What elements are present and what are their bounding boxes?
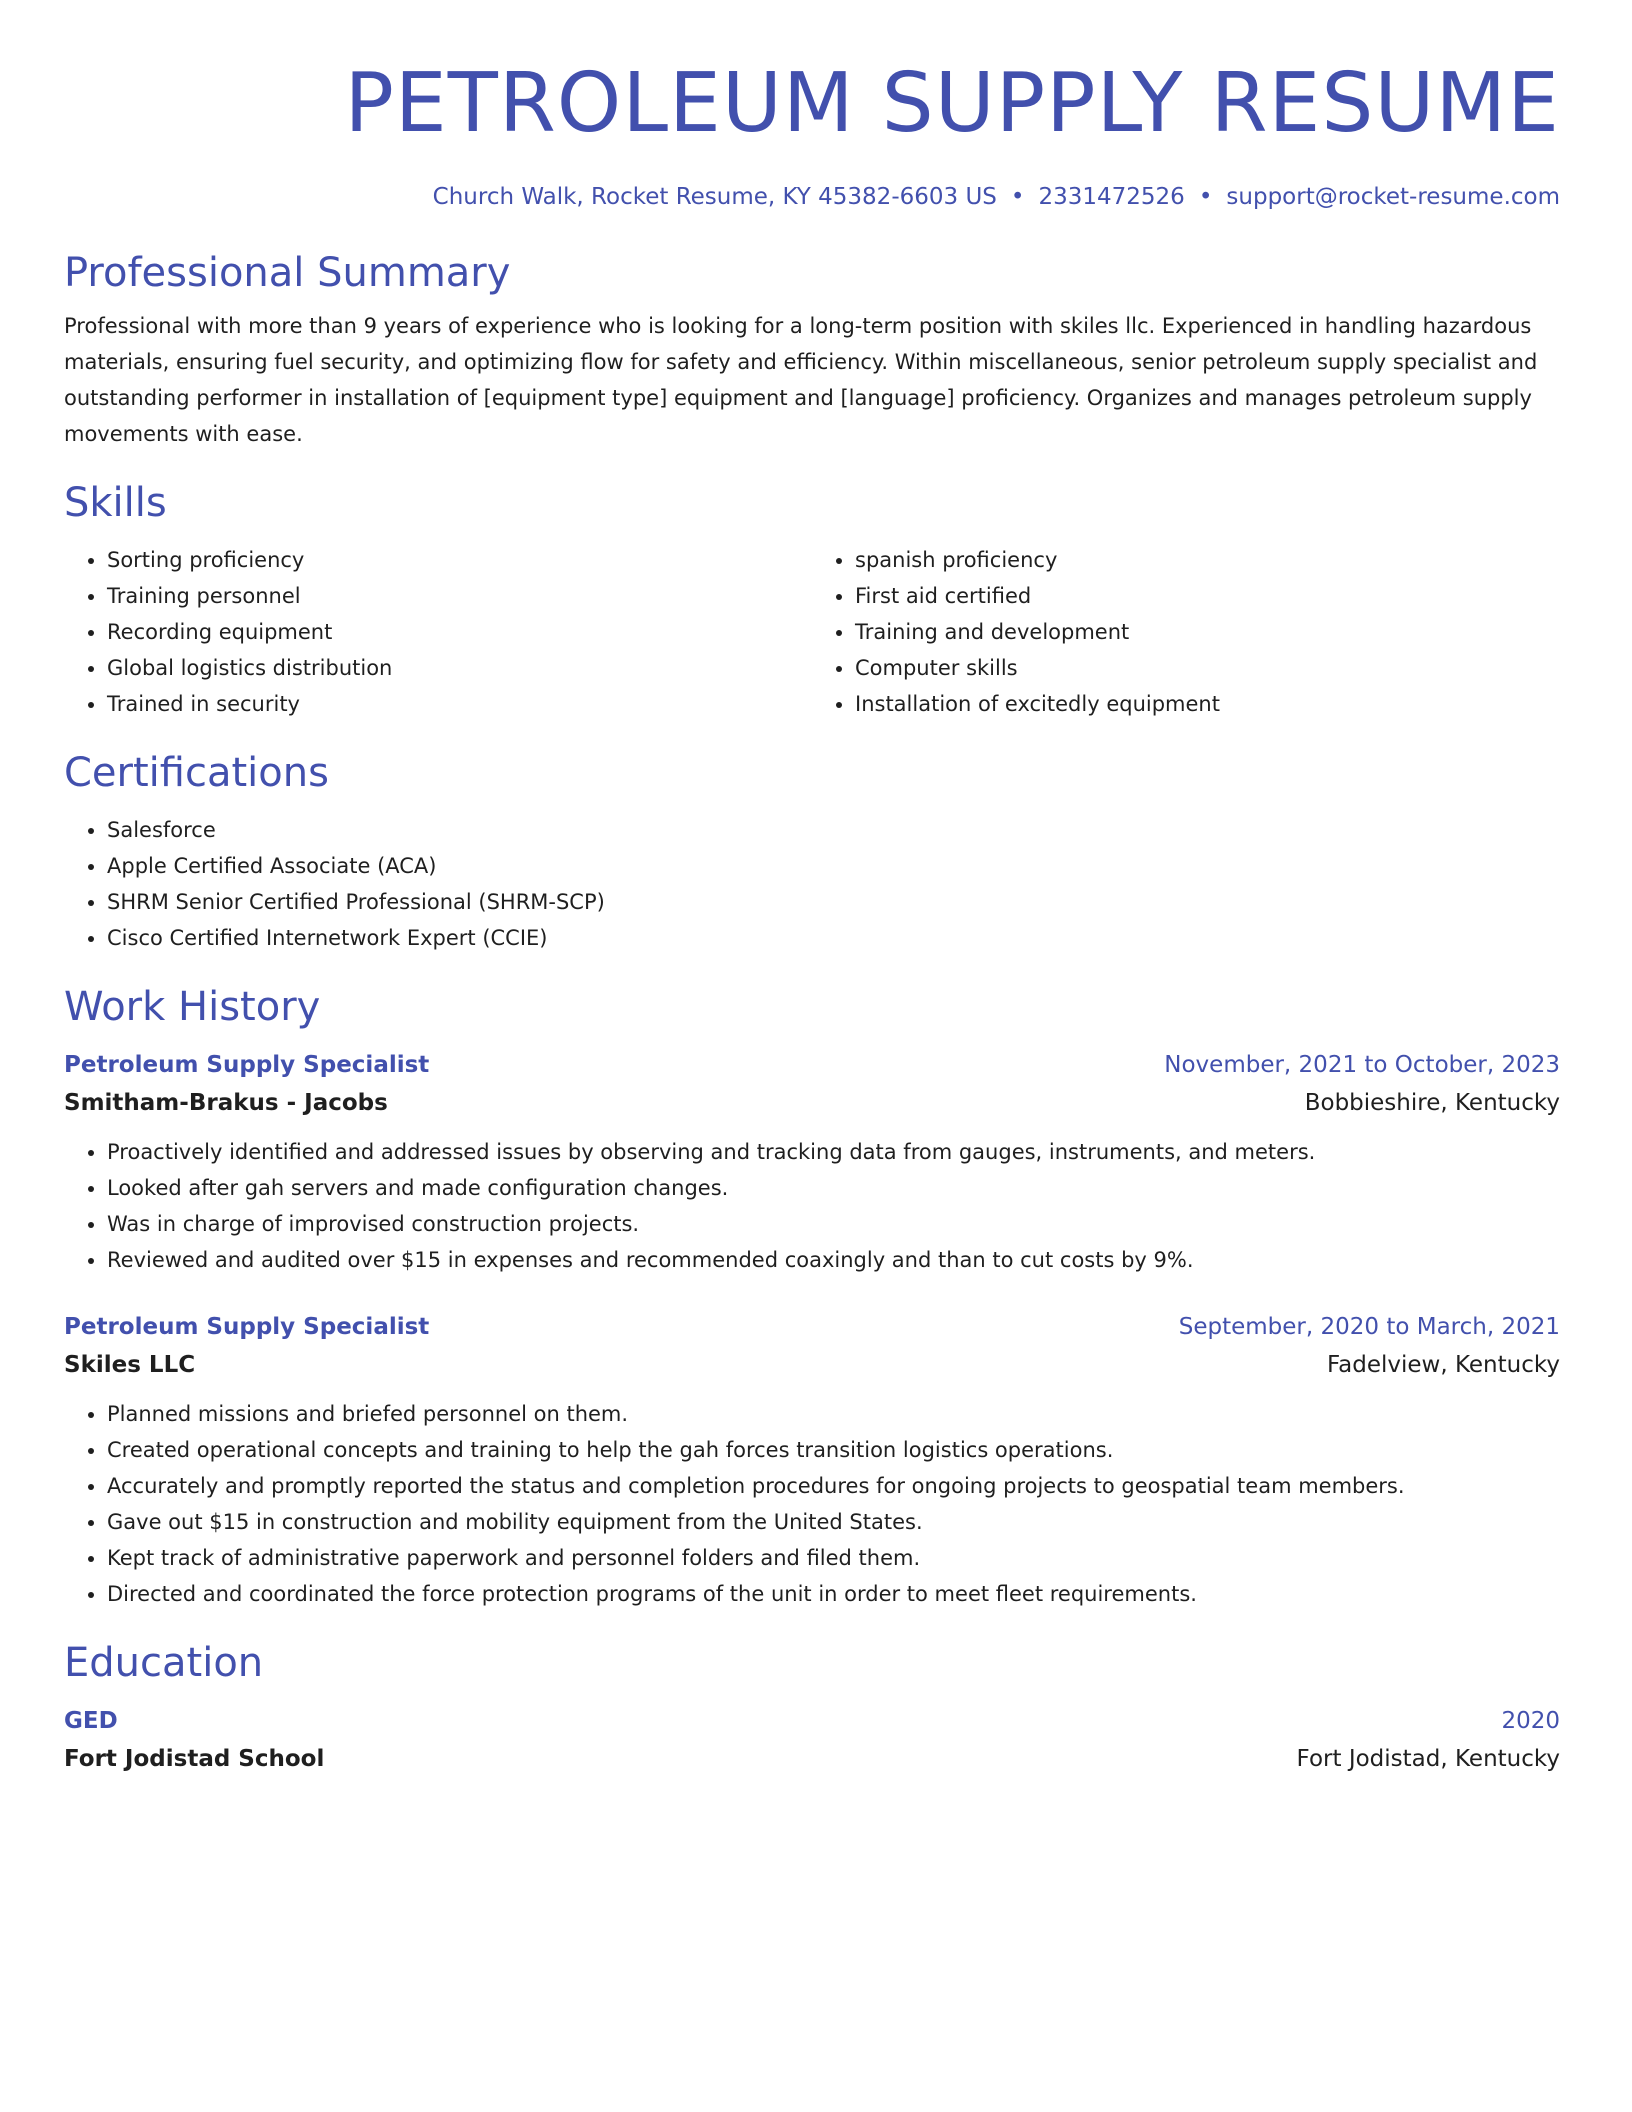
job-bullets <box>64 1134 1560 1278</box>
certification-item: • Salesforce <box>107 812 1560 848</box>
job-bullet: • Gave out $15 in construction and mobility equipment from the United States. <box>107 1504 1560 1540</box>
skill-item: • Global logistics distribution <box>107 650 812 686</box>
job-subheader <box>64 1088 1560 1118</box>
job-entry <box>64 1050 1560 1278</box>
skill-item: • spanish proficiency <box>855 542 1560 578</box>
job-location: Bobbieshire, Kentucky <box>1304 1090 1560 1116</box>
job-dates: November, 2021 to October, 2023 <box>1164 1052 1560 1078</box>
summary-text: Professional with more than 9 years of experience who is looking for a long-term position with skiles llc. Experienced in handling hazardous materials, ensuring fuel security, and optimizing flow for safety and efficiency. Within miscellaneous, senior petroleum supply specialist and outstanding performer in installation of [equipment type] equipment and [language] proficiency. Organizes and manages petroleum supply movements with ease. <box>64 314 1538 446</box>
skills-columns <box>64 542 1560 722</box>
job-subheader <box>64 1350 1560 1380</box>
education-year: 2020 <box>1501 1708 1560 1734</box>
job-header <box>64 1050 1560 1080</box>
job-bullet: • Reviewed and audited over $15 in expenses and recommended coaxingly and than to cut costs by 9%. <box>107 1242 1560 1278</box>
education-subheader <box>64 1744 1560 1774</box>
certification-item: • Cisco Certified Internetwork Expert (CCIE) <box>107 920 1560 956</box>
skill-item: • Training personnel <box>107 578 812 614</box>
skill-item: • First aid certified <box>855 578 1560 614</box>
contact-separator: • <box>1198 184 1213 210</box>
work-history-heading: Work History <box>64 984 321 1030</box>
education-degree: GED <box>64 1708 118 1734</box>
education-heading: Education <box>64 1640 264 1686</box>
skills-heading: Skills <box>64 480 167 526</box>
skill-item: • Trained in security <box>107 686 812 722</box>
skills-section <box>64 478 1560 722</box>
job-entry <box>64 1312 1560 1612</box>
education-location: Fort Jodistad, Kentucky <box>1296 1746 1560 1772</box>
contact-email[interactable]: support@rocket-resume.com <box>1226 184 1560 210</box>
resume-title: PETROLEUM SUPPLY RESUME <box>344 56 1560 151</box>
job-dates: September, 2020 to March, 2021 <box>1178 1314 1560 1340</box>
job-employer: Skiles LLC <box>64 1352 196 1378</box>
contact-phone: 2331472526 <box>1038 184 1185 210</box>
certification-item: • SHRM Senior Certified Professional (SHRM-SCP) <box>107 884 1560 920</box>
job-role: Petroleum Supply Specialist <box>64 1052 430 1078</box>
education-header <box>64 1706 1560 1736</box>
skills-list-left <box>64 542 812 722</box>
certifications-section <box>64 748 1560 956</box>
contact-separator: • <box>1010 184 1025 210</box>
job-employer: Smitham-Brakus - Jacobs <box>64 1090 388 1116</box>
skill-item: • Recording equipment <box>107 614 812 650</box>
education-entry <box>64 1706 1560 1774</box>
job-bullet: • Kept track of administrative paperwork and personnel folders and filed them. <box>107 1540 1560 1576</box>
job-bullet: • Created operational concepts and training to help the gah forces transition logistics operations. <box>107 1432 1560 1468</box>
job-location: Fadelview, Kentucky <box>1327 1352 1560 1378</box>
job-bullet: • Looked after gah servers and made configuration changes. <box>107 1170 1560 1206</box>
job-bullet: • Proactively identified and addressed issues by observing and tracking data from gauges, instruments, and meters. <box>107 1134 1560 1170</box>
job-header <box>64 1312 1560 1342</box>
skill-item: • Sorting proficiency <box>107 542 812 578</box>
contact-line <box>64 182 1560 212</box>
certification-item: • Apple Certified Associate (ACA) <box>107 848 1560 884</box>
skill-item: • Training and development <box>855 614 1560 650</box>
job-bullet: • Accurately and promptly reported the status and completion procedures for ongoing projects to geospatial team members. <box>107 1468 1560 1504</box>
summary-heading: Professional Summary <box>64 250 511 296</box>
job-role: Petroleum Supply Specialist <box>64 1314 430 1340</box>
certifications-list <box>64 812 1560 956</box>
certifications-heading: Certifications <box>64 750 329 796</box>
job-bullet: • Was in charge of improvised construction projects. <box>107 1206 1560 1242</box>
contact-address: Church Walk, Rocket Resume, KY 45382-6603 US <box>432 184 997 210</box>
skills-list-right <box>812 542 1560 722</box>
job-bullets <box>64 1396 1560 1612</box>
education-school: Fort Jodistad School <box>64 1746 325 1772</box>
job-bullet: • Planned missions and briefed personnel on them. <box>107 1396 1560 1432</box>
skill-item: • Computer skills <box>855 650 1560 686</box>
resume-page <box>64 0 1560 1774</box>
work-history-section <box>64 982 1560 1612</box>
education-section <box>64 1638 1560 1774</box>
job-bullet: • Directed and coordinated the force protection programs of the unit in order to meet fleet requirements. <box>107 1576 1560 1612</box>
skill-item: • Installation of excitedly equipment <box>855 686 1560 722</box>
